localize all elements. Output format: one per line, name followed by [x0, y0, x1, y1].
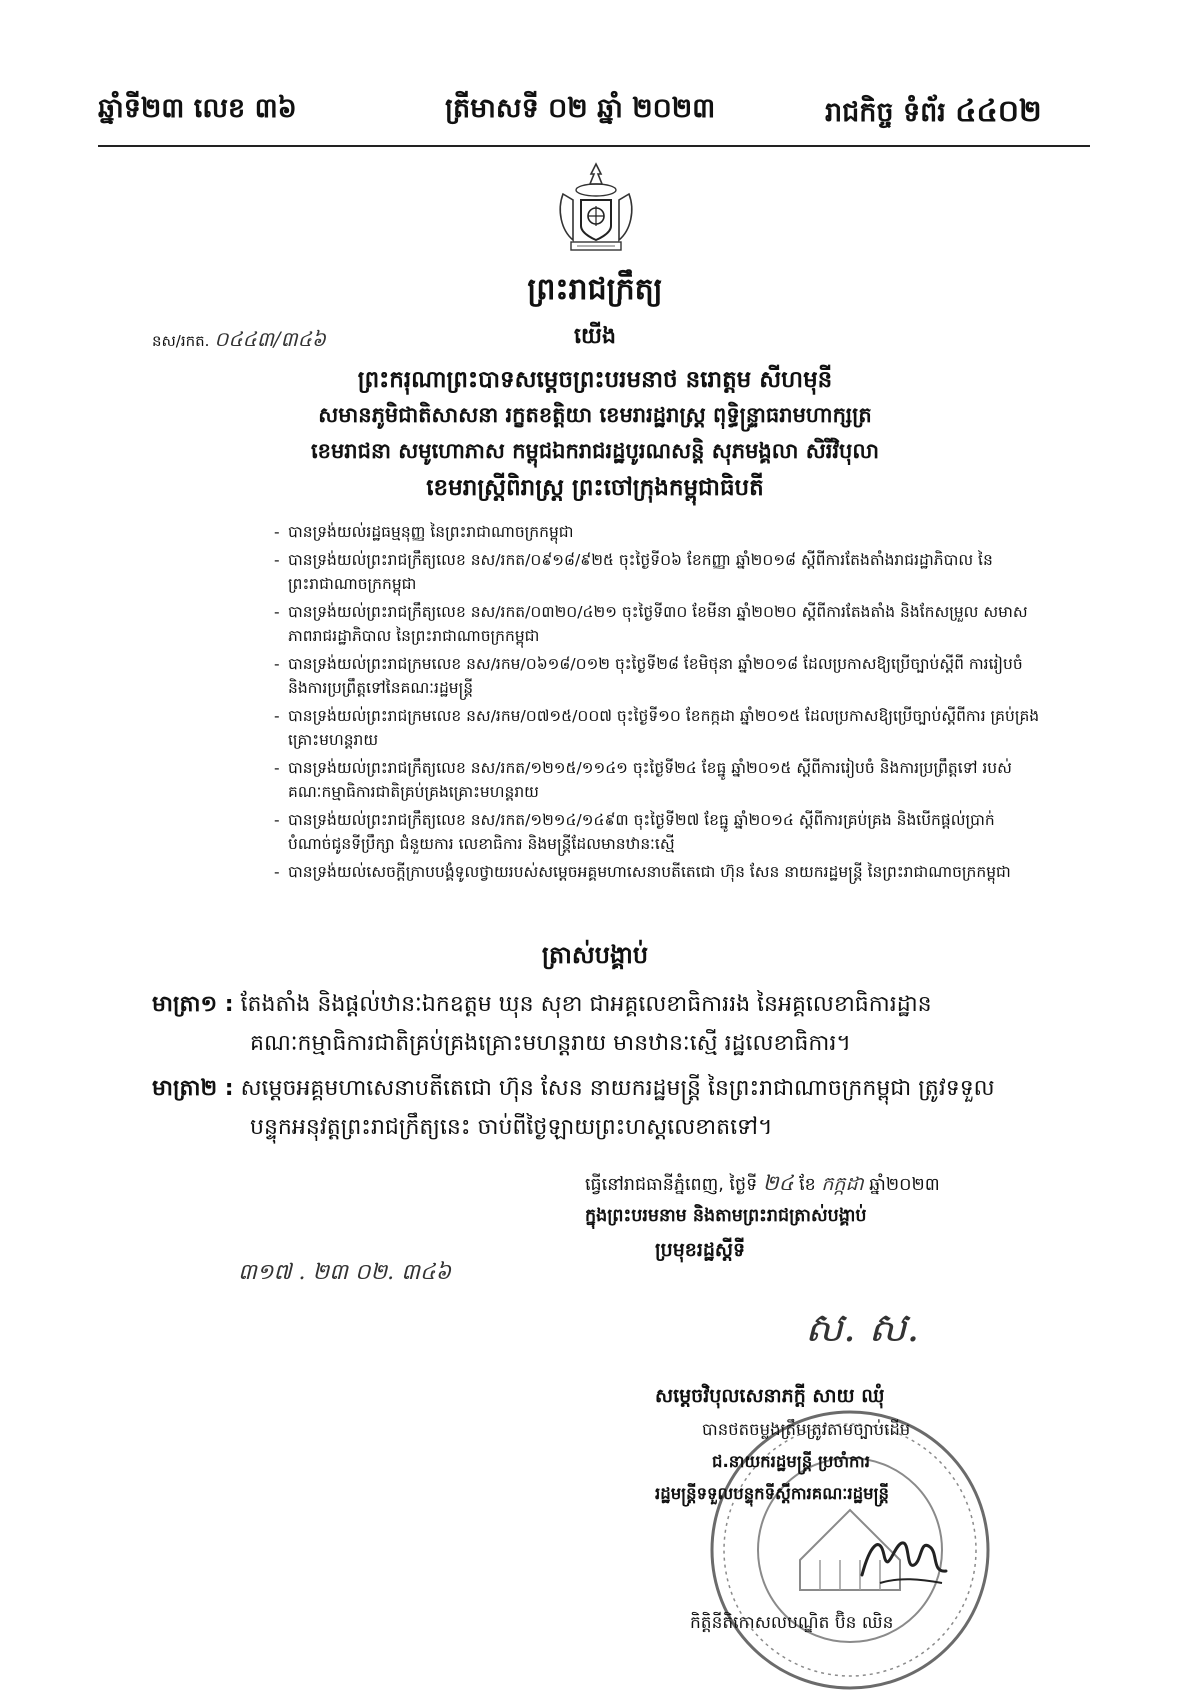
- date-prefix: ធ្វើនៅរាជធានីភ្នំពេញ, ថ្ងៃទី: [585, 1175, 758, 1195]
- signature: ស. ស.: [805, 1305, 920, 1351]
- article-1: [152, 985, 1052, 1063]
- article-text-continued: គណៈកម្មាធិការជាតិគ្រប់គ្រងគ្រោះមហន្តរាយ មានឋានៈស្មើ រដ្ឋលេខាធិការ។: [250, 1031, 851, 1056]
- article-2: [152, 1069, 1052, 1147]
- header-page-number: ៤៤០២: [955, 94, 1042, 129]
- decree-reference-number: ០៤៤៣/៣៤៦: [214, 327, 326, 351]
- article-text: តែងតាំង និងផ្តល់ឋានៈឯកឧត្តម ឃុន សុខា ជាអគ្គលេខាធិការរង នៃអគ្គលេខាធិការដ្ឋាន: [240, 992, 932, 1017]
- preamble-list: [274, 520, 1044, 888]
- royal-title-line: សមានភូមិជាតិសាសនា រក្ខតខត្តិយា ខេមរារដ្ឋរាស្ត្រ ពុទ្ធិន្រ្ទាធរាមហាក្សត្រ: [318, 403, 872, 427]
- preamble-item: - បានទ្រង់យល់ព្រះរាជក្រឹត្យលេខ នស/រកត/០៣២០/៤២១ ចុះថ្ងៃទី៣០ ខែមីនា ឆ្នាំ២០២០ ស្តីពីការតែងតាំង និងកែសម្រួល សមាសភាពរាជរដ្ឋាភិបាល នៃព្រះរាជាណាចក្រកម្ពុជា: [274, 600, 1044, 648]
- header-quarter: ត្រីមាសទី ០២ ឆ្នាំ ២០២៣: [445, 93, 716, 124]
- preamble-item: - បានទ្រង់យល់សេចក្តីក្រាបបង្គំទូលថ្វាយរបស់សម្តេចអគ្គមហាសេនាបតីតេជោ ហ៊ុន សែន នាយករដ្ឋមន្រ្តី នៃព្រះរាជាណាចក្រកម្ពុជា: [274, 860, 1044, 884]
- preamble-item: - បានទ្រង់យល់ព្រះរាជក្រមលេខ នស/រកម/០៦១៨/០១២ ចុះថ្ងៃទី២៨ ខែមិថុនា ឆ្នាំ២០១៨ ដែលប្រកាសឱ្យប្រើច្បាប់ស្តីពី ការរៀបចំ និងការប្រព្រឹត្តទៅនៃគណៈរដ្ឋមន្រ្តី: [274, 652, 1044, 700]
- preamble-item: - បានទ្រង់យល់ព្រះរាជក្រឹត្យលេខ នស/រកត/១២១៤/១៤៩៣ ចុះថ្ងៃទី២៧ ខែធ្នូ ឆ្នាំ២០១៤ ស្តីពីការគ្រប់គ្រង និងបើកផ្តល់ប្រាក់ បំណាច់ជូនទីប្រឹក្សា ជំនួយការ លេខាធិការ និងមន្ត្រីដែលមានឋានៈស្មើ: [274, 808, 1044, 856]
- preamble-item: - បានទ្រង់យល់រដ្ឋធម្មនុញ្ញ នៃព្រះរាជាណាចក្រកម្ពុជា: [274, 520, 1044, 544]
- date-month-prefix: ខែ: [799, 1175, 816, 1195]
- decree-reference-label: នស/រកត.: [152, 332, 210, 350]
- head-of-state-title: ប្រមុខរដ្ឋស្តីទី: [655, 1239, 746, 1261]
- royal-title-line: ខេមរាជនា សមូហោភាស កម្ពុជឯករាជរដ្ឋបូរណសន្តិ សុភមង្គលា សិរីវិបុលា: [310, 439, 880, 463]
- date-year: ឆ្នាំ២០២៣: [869, 1175, 940, 1195]
- signatory-name: សម្តេចវិបុលសេនាភក្តី សាយ ឈុំ: [655, 1385, 885, 1407]
- preamble-item: - បានទ្រង់យល់ព្រះរាជក្រមលេខ នស/រកម/០៧១៥/០០៧ ចុះថ្ងៃទី១០ ខែកក្កដា ឆ្នាំ២០១៥ ដែលប្រកាសឱ្យប្រើច្បាប់ស្តីពីការ គ្រប់គ្រងគ្រោះមហន្តរាយ: [274, 704, 1044, 752]
- royal-title-line: ព្រះករុណាព្រះបាទសម្តេចព្រះបរមនាថ នរោត្តម សីហមុនី: [357, 367, 833, 393]
- certifier-name: កិត្តិនីតិកោសលបណ្ឌិត ប៊ិន ឈិន: [690, 1613, 894, 1633]
- article-text-continued: បន្ទុកអនុវត្តព្រះរាជក្រឹត្យនេះ ចាប់ពីថ្ងៃឡាយព្រះហស្តលេខាតទៅ។: [250, 1115, 773, 1140]
- date-day: ២៤: [762, 1171, 794, 1195]
- date-line: [585, 1170, 940, 1201]
- certification-line: រដ្ឋមន្ត្រីទទួលបន្ទុកទីស្តីការគណៈរដ្ឋមន្ត្រី: [655, 1484, 890, 1503]
- royal-name-line: ក្នុងព្រះបរមនាម និងតាមព្រះរាជត្រាស់បង្គាប់: [585, 1206, 867, 1226]
- preamble-item: - បានទ្រង់យល់ព្រះរាជក្រឹត្យលេខ នស/រកត/០៩១៨/៩២៥ ចុះថ្ងៃទី០៦ ខែកញ្ញា ឆ្នាំ២០១៨ ស្តីពីការតែងតាំងរាជរដ្ឋាភិបាល នៃព្រះរាជាណាចក្រកម្ពុជា: [274, 548, 1044, 596]
- article-label: មាត្រា២ :: [152, 1076, 234, 1101]
- article-text: សម្តេចអគ្គមហាសេនាបតីតេជោ ហ៊ុន សែន នាយករដ្ឋមន្រ្តី នៃព្រះរាជាណាចក្រកម្ពុជា ត្រូវទទួល: [240, 1076, 995, 1101]
- command-heading: ត្រាស់បង្គាប់: [541, 941, 649, 969]
- royal-title-line: ខេមរាស្រ្តីពិរាស្ត្រ ព្រះចៅក្រុងកម្ពុជាធិបតី: [426, 475, 764, 501]
- article-label: មាត្រា១ :: [152, 992, 234, 1017]
- header-page-prefix: រាជកិច្ច ទំព័រ: [825, 97, 946, 128]
- certification-line: បានថតចម្លងត្រឹមត្រូវតាមច្បាប់ដើម: [702, 1420, 911, 1439]
- certification-line: ជ.នាយករដ្ឋមន្ត្រី ប្រចាំការ: [712, 1452, 870, 1471]
- header-issue: ឆ្នាំទី២៣ លេខ ៣៦: [98, 93, 297, 124]
- date-month: កក្កដា: [821, 1173, 864, 1195]
- royal-emblem-icon: [553, 160, 639, 256]
- certifier-signature-icon: [850, 1525, 960, 1595]
- decree-we: យើង: [574, 324, 616, 349]
- handwritten-reference: ៣១៧ . ២៣ ០២. ៣៤៦: [238, 1260, 452, 1285]
- decree-title: ព្រះរាជក្រឹត្យ: [527, 272, 663, 307]
- preamble-item: - បានទ្រង់យល់ព្រះរាជក្រឹត្យលេខ នស/រកត/១២១៥/១១៤១ ចុះថ្ងៃទី២៤ ខែធ្នូ ឆ្នាំ២០១៥ ស្តីពីការរៀបចំ និងការប្រព្រឹត្តទៅ របស់គណៈកម្មាធិការជាតិគ្រប់គ្រងគ្រោះមហន្តរាយ: [274, 756, 1044, 804]
- header-page: [825, 92, 1042, 136]
- header-rule: [98, 145, 1090, 147]
